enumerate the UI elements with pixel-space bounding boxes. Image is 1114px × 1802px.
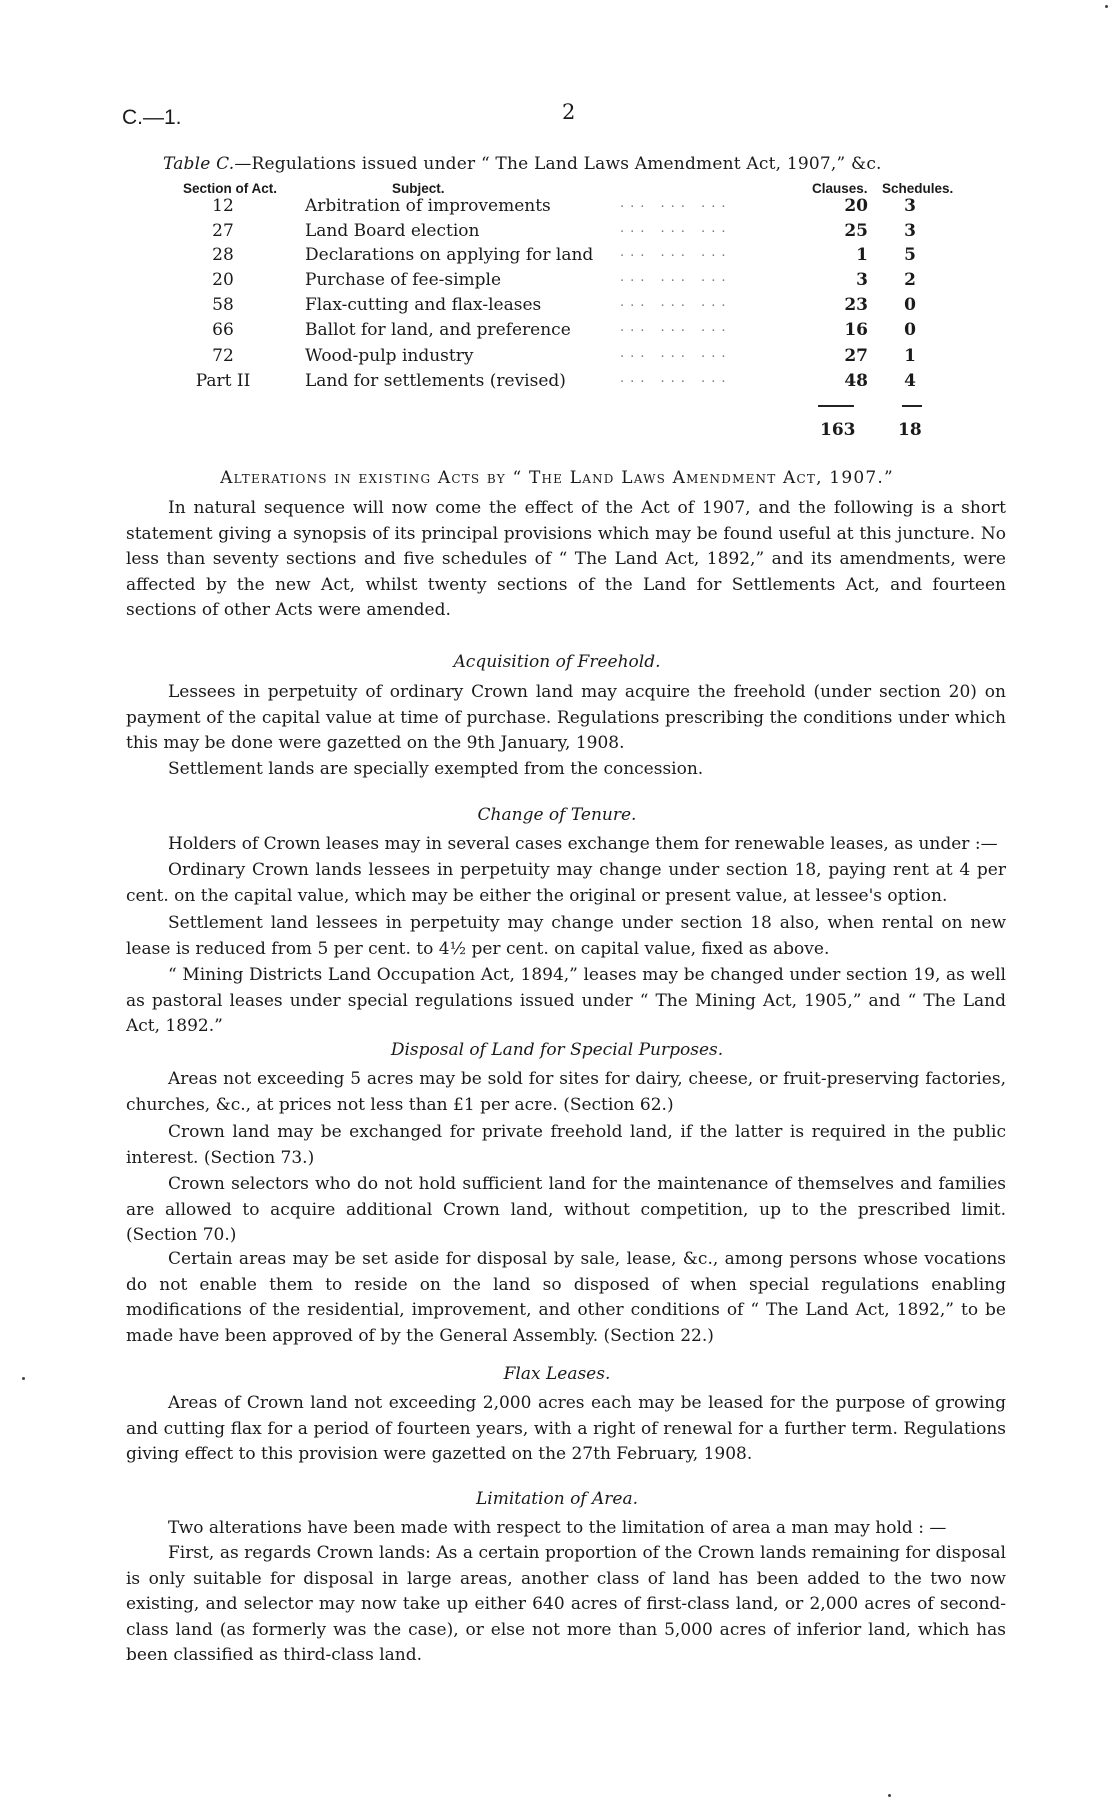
schedules-cell: 5 bbox=[904, 245, 916, 265]
column-header-schedules: Schedules. bbox=[882, 181, 954, 196]
section-cell: 58 bbox=[212, 295, 234, 315]
limitation-heading: Limitation of Area. bbox=[475, 1489, 639, 1509]
clauses-cell: 23 bbox=[844, 295, 868, 315]
table-row bbox=[0, 196, 1114, 220]
table-caption: —Regulations issued under “ The Land Laws Amendment Act, 1907,” &c. bbox=[234, 154, 882, 174]
clauses-cell: 48 bbox=[844, 371, 868, 391]
disposal-paragraph-4: Certain areas may be set aside for disposal by sale, lease, &c., among persons whose vocations do not enable them to reside on the land so disposed of when special regulations enabling modifications of the residential, improvement, and other conditions of “ The Land Act, 1892,” to be made have been approved of by the General Assembly. (Section 22.) bbox=[126, 1249, 1006, 1346]
tenure-heading: Change of Tenure. bbox=[477, 805, 637, 825]
column-header-subject: Subject. bbox=[392, 181, 445, 196]
alterations-heading: Alterations in existing Acts by “ The Land Laws Amendment Act, 1907.” bbox=[220, 468, 894, 488]
page-number: 2 bbox=[562, 100, 576, 124]
tenure-paragraph-1: Holders of Crown leases may in several cases exchange them for renewable leases, as under :— bbox=[168, 834, 998, 854]
column-header-clauses: Clauses. bbox=[812, 181, 868, 196]
schedules-cell: 4 bbox=[904, 371, 916, 391]
alterations-paragraph: In natural sequence will now come the effect of the Act of 1907, and the following is a short statement giving a synopsis of its principal provisions which may be found useful at this juncture. No less than seventy sections and five schedules of “ The Land Act, 1892,” and its amendments, were affected by the new Act, whilst twenty sections of the Land for Settlements Act, and fourteen sections of other Acts were amended. bbox=[126, 498, 1006, 620]
tenure-paragraph-2: Ordinary Crown lands lessees in perpetuity may change under section 18, paying rent at 4 per cent. on the capital value, which may be either the original or present value, at lessee's option. bbox=[126, 860, 1006, 906]
clauses-cell: 1 bbox=[856, 245, 868, 265]
total-rule-clauses bbox=[818, 405, 854, 407]
table-row bbox=[0, 295, 1114, 319]
dot-leader: ... ... ... bbox=[620, 221, 732, 236]
disposal-heading: Disposal of Land for Special Purposes. bbox=[390, 1040, 724, 1060]
subject-cell: Purchase of fee-simple bbox=[305, 270, 502, 290]
scan-speck bbox=[888, 1794, 891, 1797]
limitation-paragraph-2: First, as regards Crown lands: As a certain proportion of the Crown lands remaining for disposal is only suitable for disposal in large areas, another class of land has been added to the two now existing, and selector may now take up either 640 acres of first-class land, or 2,000 acres of second-class land (as formerly was the case), or else not more than 5,000 acres of inferior land, which has been classified as third-class land. bbox=[126, 1543, 1006, 1665]
section-cell: 28 bbox=[212, 245, 234, 265]
section-cell: 12 bbox=[212, 196, 234, 216]
total-schedules: 18 bbox=[898, 420, 922, 440]
clauses-cell: 27 bbox=[844, 346, 868, 366]
clauses-cell: 20 bbox=[844, 196, 868, 216]
dot-leader: ... ... ... bbox=[620, 196, 732, 211]
freehold-paragraph-2: Settlement lands are specially exempted from the concession. bbox=[168, 759, 704, 779]
flax-heading: Flax Leases. bbox=[503, 1364, 611, 1384]
freehold-heading: Acquisition of Freehold. bbox=[453, 652, 661, 672]
clauses-cell: 3 bbox=[856, 270, 868, 290]
dot-leader: ... ... ... bbox=[620, 346, 732, 361]
table-row bbox=[0, 320, 1114, 344]
section-cell: 72 bbox=[212, 346, 234, 366]
disposal-paragraph-1: Areas not exceeding 5 acres may be sold for sites for dairy, cheese, or fruit-preserving factories, churches, &c., at prices not less than £1 per acre. (Section 62.) bbox=[126, 1069, 1006, 1115]
disposal-paragraph-2: Crown land may be exchanged for private freehold land, if the latter is required in the public interest. (Section 73.) bbox=[126, 1122, 1006, 1168]
dot-leader: ... ... ... bbox=[620, 245, 732, 260]
total-clauses: 163 bbox=[820, 420, 856, 440]
section-cell: Part II bbox=[195, 371, 251, 391]
schedules-cell: 3 bbox=[904, 221, 916, 241]
table-label: Table C. bbox=[163, 154, 235, 174]
tenure-paragraph-4: “ Mining Districts Land Occupation Act, 1894,” leases may be changed under section 19, as well as pastoral leases under special regulations issued under “ The Mining Act, 1905,” and “ The Land Act, 1892.” bbox=[126, 965, 1006, 1036]
table-row bbox=[0, 371, 1114, 395]
subject-cell: Flax-cutting and flax-leases bbox=[305, 295, 542, 315]
limitation-paragraph-1: Two alterations have been made with respect to the limitation of area a man may hold : — bbox=[168, 1518, 947, 1538]
schedules-cell: 3 bbox=[904, 196, 916, 216]
dot-leader: ... ... ... bbox=[620, 371, 732, 386]
subject-cell: Land for settlements (revised) bbox=[305, 371, 566, 391]
column-header-section: Section of Act. bbox=[183, 181, 278, 196]
scan-speck bbox=[1105, 5, 1108, 8]
clauses-cell: 25 bbox=[844, 221, 868, 241]
document-code: C.—1. bbox=[122, 106, 182, 129]
dot-leader: ... ... ... bbox=[620, 270, 732, 285]
subject-cell: Ballot for land, and preference bbox=[305, 320, 571, 340]
subject-cell: Wood-pulp industry bbox=[305, 346, 474, 366]
schedules-cell: 1 bbox=[904, 346, 916, 366]
freehold-paragraph-1: Lessees in perpetuity of ordinary Crown land may acquire the freehold (under section 20) on payment of the capital value at time of purchase. Regulations prescribing the conditions under which this may be done were gazetted on the 9th January, 1908. bbox=[126, 682, 1006, 753]
schedules-cell: 0 bbox=[904, 295, 916, 315]
table-title bbox=[163, 154, 882, 174]
schedules-cell: 2 bbox=[904, 270, 916, 290]
table-row bbox=[0, 245, 1114, 269]
section-cell: 66 bbox=[212, 320, 234, 340]
dot-leader: ... ... ... bbox=[620, 295, 732, 310]
dot-leader: ... ... ... bbox=[620, 320, 732, 335]
subject-cell: Arbitration of improvements bbox=[305, 196, 551, 216]
table-row bbox=[0, 346, 1114, 370]
table-row bbox=[0, 270, 1114, 294]
section-cell: 27 bbox=[212, 221, 234, 241]
subject-cell: Land Board election bbox=[305, 221, 480, 241]
tenure-paragraph-3: Settlement land lessees in perpetuity may change under section 18 also, when rental on new lease is reduced from 5 per cent. to 4½ per cent. on capital value, fixed as above. bbox=[126, 913, 1006, 959]
disposal-paragraph-3: Crown selectors who do not hold sufficient land for the maintenance of themselves and families are allowed to acquire additional Crown land, without competition, up to the prescribed limit. (Section 70.) bbox=[126, 1174, 1006, 1245]
schedules-cell: 0 bbox=[904, 320, 916, 340]
clauses-cell: 16 bbox=[844, 320, 868, 340]
flax-paragraph: Areas of Crown land not exceeding 2,000 acres each may be leased for the purpose of growing and cutting flax for a period of fourteen years, with a right of renewal for a further term. Regulations giving effect to this provision were gazetted on the 27th February, 1908. bbox=[126, 1393, 1006, 1464]
table-row bbox=[0, 221, 1114, 245]
scan-speck bbox=[22, 1377, 25, 1380]
total-rule-schedules bbox=[902, 405, 922, 407]
section-cell: 20 bbox=[212, 270, 234, 290]
subject-cell: Declarations on applying for land bbox=[305, 245, 594, 265]
